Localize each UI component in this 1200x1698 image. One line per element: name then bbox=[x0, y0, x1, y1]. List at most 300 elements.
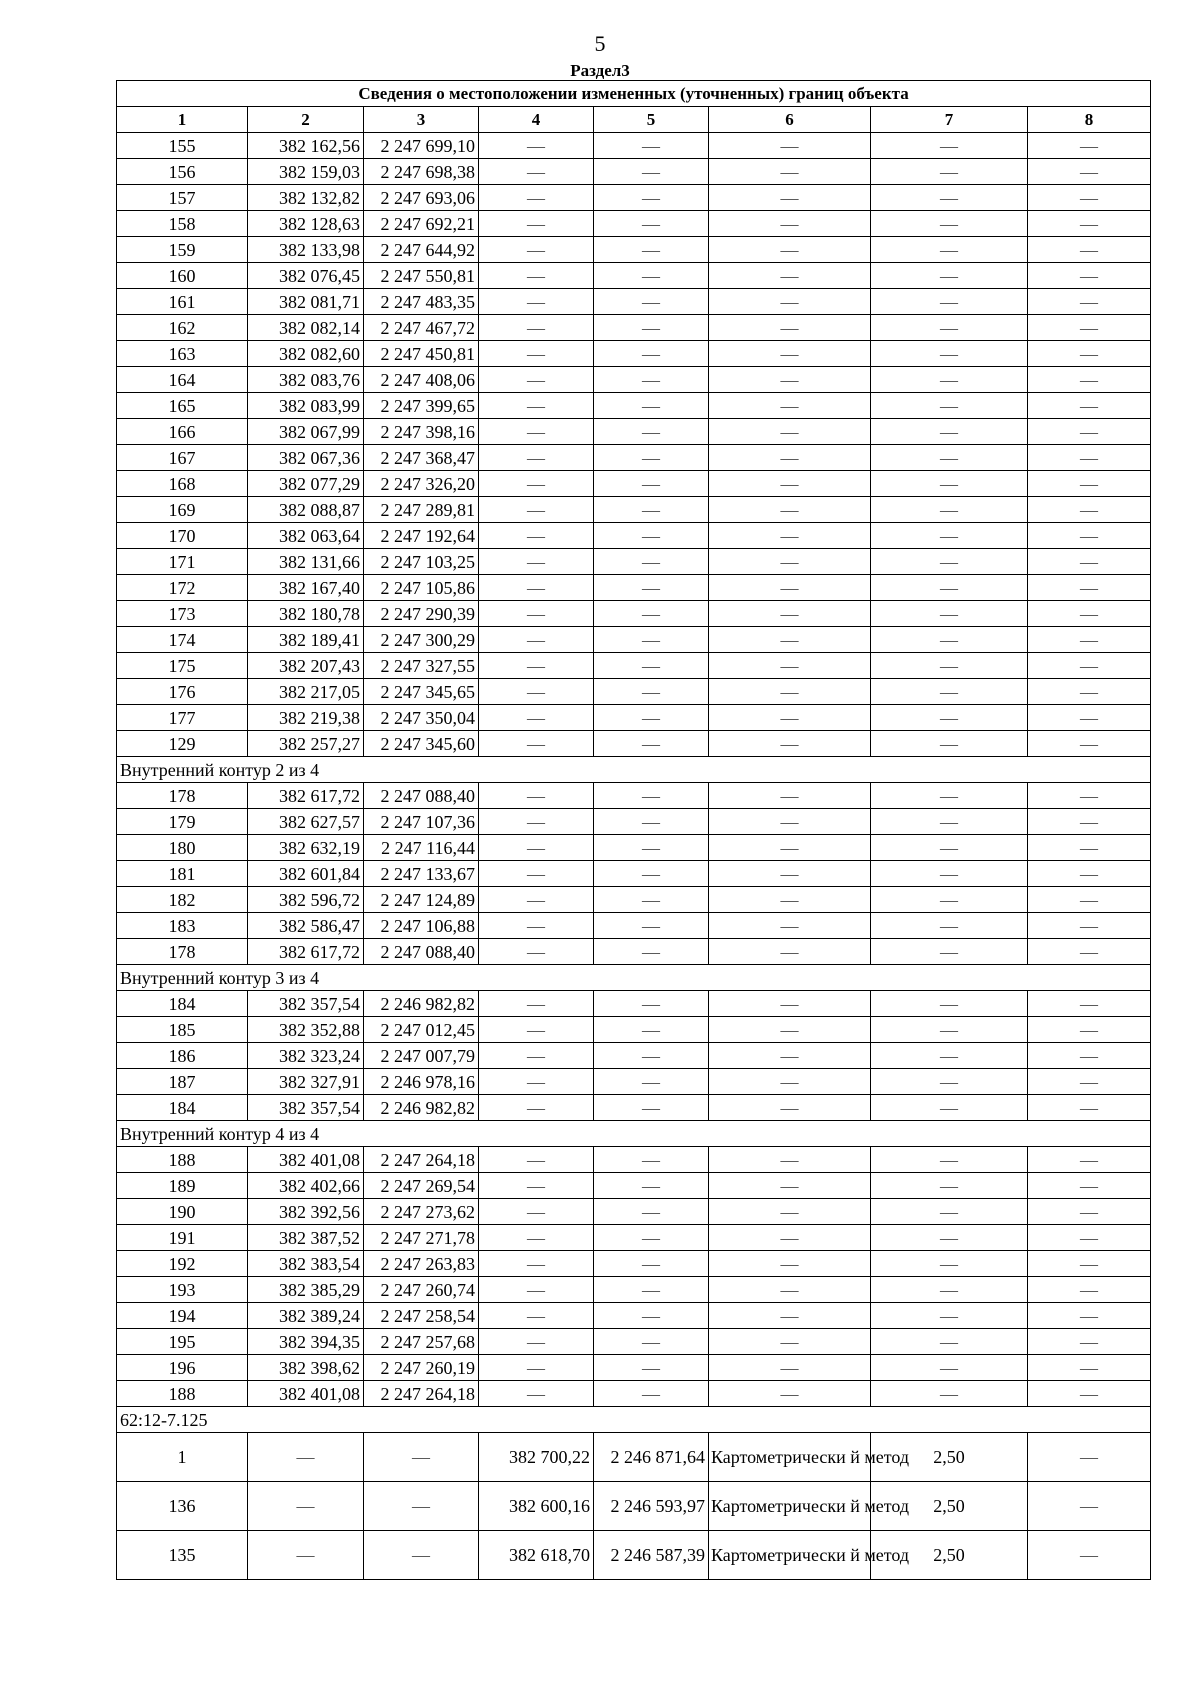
empty-dash-cell: — bbox=[594, 445, 709, 471]
table-row bbox=[117, 939, 1151, 965]
empty-dash-cell: — bbox=[479, 1095, 594, 1121]
point-number: 168 bbox=[117, 471, 248, 497]
determination-method: Картометрически й метод bbox=[709, 1482, 871, 1531]
empty-dash-cell: — bbox=[709, 419, 871, 445]
empty-dash-cell: — bbox=[1028, 1433, 1151, 1482]
empty-dash-cell: — bbox=[479, 1069, 594, 1095]
empty-dash-cell: — bbox=[709, 731, 871, 757]
y-coordinate: 2 247 263,83 bbox=[364, 1251, 479, 1277]
empty-dash-cell: — bbox=[1028, 133, 1151, 159]
y-coordinate: 2 247 692,21 bbox=[364, 211, 479, 237]
point-number: 193 bbox=[117, 1277, 248, 1303]
x-coordinate: 382 128,63 bbox=[248, 211, 364, 237]
empty-dash-cell: — bbox=[594, 939, 709, 965]
empty-dash-cell: — bbox=[1028, 497, 1151, 523]
empty-dash-cell: — bbox=[709, 393, 871, 419]
empty-dash-cell: — bbox=[594, 1069, 709, 1095]
y-coordinate: 2 247 260,74 bbox=[364, 1277, 479, 1303]
empty-dash-cell: — bbox=[594, 653, 709, 679]
point-number: 135 bbox=[117, 1531, 248, 1580]
empty-dash-cell: — bbox=[594, 1381, 709, 1407]
table-row bbox=[117, 419, 1151, 445]
empty-dash-cell: — bbox=[871, 1173, 1028, 1199]
x-coordinate: 382 632,19 bbox=[248, 835, 364, 861]
empty-dash-cell: — bbox=[871, 1147, 1028, 1173]
empty-dash-cell: — bbox=[871, 133, 1028, 159]
x-coordinate: 382 067,36 bbox=[248, 445, 364, 471]
empty-dash-cell: — bbox=[1028, 393, 1151, 419]
x-coordinate: 382 082,14 bbox=[248, 315, 364, 341]
empty-dash-cell: — bbox=[1028, 991, 1151, 1017]
contour-label-row bbox=[117, 1121, 1151, 1147]
table-row bbox=[117, 887, 1151, 913]
empty-dash-cell: — bbox=[709, 887, 871, 913]
empty-dash-cell: — bbox=[871, 575, 1028, 601]
empty-dash-cell: — bbox=[594, 913, 709, 939]
table-row bbox=[117, 1173, 1151, 1199]
empty-dash-cell: — bbox=[1028, 1069, 1151, 1095]
point-number: 178 bbox=[117, 939, 248, 965]
table-row bbox=[117, 133, 1151, 159]
empty-dash-cell: — bbox=[709, 185, 871, 211]
table-row bbox=[117, 185, 1151, 211]
section-title: Раздел3 bbox=[570, 61, 630, 80]
empty-dash-cell: — bbox=[594, 341, 709, 367]
point-number: 161 bbox=[117, 289, 248, 315]
column-header: 4 bbox=[479, 107, 594, 133]
contour-label: Внутренний контур 3 из 4 bbox=[117, 965, 1151, 991]
empty-dash-cell: — bbox=[594, 731, 709, 757]
table-caption: Сведения о местоположении измененных (уточненных) границ объекта bbox=[117, 81, 1151, 107]
empty-dash-cell: — bbox=[479, 1355, 594, 1381]
empty-dash-cell: — bbox=[1028, 1043, 1151, 1069]
empty-dash-cell: — bbox=[871, 1381, 1028, 1407]
empty-dash-cell: — bbox=[594, 1329, 709, 1355]
table-row bbox=[117, 367, 1151, 393]
empty-dash-cell: — bbox=[594, 1147, 709, 1173]
empty-dash-cell: — bbox=[871, 471, 1028, 497]
empty-dash-cell: — bbox=[709, 913, 871, 939]
empty-dash-cell: — bbox=[1028, 705, 1151, 731]
empty-dash-cell: — bbox=[1028, 185, 1151, 211]
empty-dash-cell: — bbox=[709, 575, 871, 601]
x-coordinate: 382 081,71 bbox=[248, 289, 364, 315]
y-coordinate: 2 247 345,60 bbox=[364, 731, 479, 757]
table-row bbox=[117, 575, 1151, 601]
empty-dash-cell: — bbox=[1028, 211, 1151, 237]
y-coordinate: 2 247 106,88 bbox=[364, 913, 479, 939]
contour-label-row bbox=[117, 757, 1151, 783]
empty-dash-cell: — bbox=[1028, 549, 1151, 575]
empty-dash-cell: — bbox=[1028, 445, 1151, 471]
empty-dash-cell: — bbox=[871, 1043, 1028, 1069]
y-coordinate: 2 246 978,16 bbox=[364, 1069, 479, 1095]
empty-dash-cell: — bbox=[594, 289, 709, 315]
empty-dash-cell: — bbox=[479, 1173, 594, 1199]
x-coordinate: 382 083,99 bbox=[248, 393, 364, 419]
empty-dash-cell: — bbox=[594, 887, 709, 913]
empty-dash-cell: — bbox=[479, 887, 594, 913]
table-row bbox=[117, 1251, 1151, 1277]
table-row bbox=[117, 1199, 1151, 1225]
empty-dash-cell: — bbox=[594, 1199, 709, 1225]
point-number: 172 bbox=[117, 575, 248, 601]
empty-dash-cell: — bbox=[709, 1069, 871, 1095]
y-coordinate: 2 247 107,36 bbox=[364, 809, 479, 835]
x-coordinate: 382 067,99 bbox=[248, 419, 364, 445]
empty-dash-cell: — bbox=[871, 705, 1028, 731]
y-coordinate: 2 247 258,54 bbox=[364, 1303, 479, 1329]
x-coordinate: 382 323,24 bbox=[248, 1043, 364, 1069]
contour-label: Внутренний контур 2 из 4 bbox=[117, 757, 1151, 783]
empty-dash-cell: — bbox=[1028, 1303, 1151, 1329]
empty-dash-cell: — bbox=[594, 419, 709, 445]
point-number: 171 bbox=[117, 549, 248, 575]
table-row bbox=[117, 471, 1151, 497]
y-coordinate: 2 246 593,97 bbox=[594, 1482, 709, 1531]
x-coordinate: 382 402,66 bbox=[248, 1173, 364, 1199]
empty-dash-cell: — bbox=[479, 627, 594, 653]
empty-dash-cell: — bbox=[248, 1433, 364, 1482]
table-row bbox=[117, 393, 1151, 419]
empty-dash-cell: — bbox=[871, 991, 1028, 1017]
empty-dash-cell: — bbox=[709, 263, 871, 289]
y-coordinate: 2 247 269,54 bbox=[364, 1173, 479, 1199]
point-number: 182 bbox=[117, 887, 248, 913]
point-number: 167 bbox=[117, 445, 248, 471]
empty-dash-cell: — bbox=[479, 835, 594, 861]
y-coordinate: 2 247 408,06 bbox=[364, 367, 479, 393]
y-coordinate: 2 246 982,82 bbox=[364, 1095, 479, 1121]
y-coordinate: 2 247 088,40 bbox=[364, 939, 479, 965]
contour-label: Внутренний контур 4 из 4 bbox=[117, 1121, 1151, 1147]
empty-dash-cell: — bbox=[1028, 1482, 1151, 1531]
empty-dash-cell: — bbox=[1028, 1173, 1151, 1199]
accuracy-value: 2,50 bbox=[871, 1531, 1028, 1580]
empty-dash-cell: — bbox=[871, 1329, 1028, 1355]
y-coordinate: 2 246 982,82 bbox=[364, 991, 479, 1017]
empty-dash-cell: — bbox=[871, 523, 1028, 549]
x-coordinate: 382 327,91 bbox=[248, 1069, 364, 1095]
empty-dash-cell: — bbox=[479, 419, 594, 445]
table-row bbox=[117, 211, 1151, 237]
table-row bbox=[117, 445, 1151, 471]
point-number: 183 bbox=[117, 913, 248, 939]
empty-dash-cell: — bbox=[1028, 809, 1151, 835]
empty-dash-cell: — bbox=[871, 913, 1028, 939]
column-header: 3 bbox=[364, 107, 479, 133]
table-row bbox=[117, 1381, 1151, 1407]
empty-dash-cell: — bbox=[479, 133, 594, 159]
empty-dash-cell: — bbox=[594, 809, 709, 835]
x-coordinate: 382 357,54 bbox=[248, 1095, 364, 1121]
empty-dash-cell: — bbox=[479, 523, 594, 549]
table-row bbox=[117, 263, 1151, 289]
empty-dash-cell: — bbox=[709, 289, 871, 315]
empty-dash-cell: — bbox=[709, 601, 871, 627]
empty-dash-cell: — bbox=[871, 549, 1028, 575]
y-coordinate: 2 247 350,04 bbox=[364, 705, 479, 731]
empty-dash-cell: — bbox=[479, 939, 594, 965]
empty-dash-cell: — bbox=[1028, 835, 1151, 861]
x-coordinate: 382 383,54 bbox=[248, 1251, 364, 1277]
empty-dash-cell: — bbox=[1028, 289, 1151, 315]
empty-dash-cell: — bbox=[364, 1531, 479, 1580]
empty-dash-cell: — bbox=[479, 211, 594, 237]
empty-dash-cell: — bbox=[1028, 471, 1151, 497]
empty-dash-cell: — bbox=[871, 939, 1028, 965]
column-header: 7 bbox=[871, 107, 1028, 133]
empty-dash-cell: — bbox=[871, 445, 1028, 471]
point-number: 181 bbox=[117, 861, 248, 887]
x-coordinate: 382 618,70 bbox=[479, 1531, 594, 1580]
empty-dash-cell: — bbox=[709, 653, 871, 679]
y-coordinate: 2 247 698,38 bbox=[364, 159, 479, 185]
empty-dash-cell: — bbox=[871, 289, 1028, 315]
empty-dash-cell: — bbox=[871, 1277, 1028, 1303]
empty-dash-cell: — bbox=[1028, 315, 1151, 341]
empty-dash-cell: — bbox=[594, 185, 709, 211]
empty-dash-cell: — bbox=[594, 1277, 709, 1303]
point-number: 190 bbox=[117, 1199, 248, 1225]
x-coordinate: 382 131,66 bbox=[248, 549, 364, 575]
y-coordinate: 2 247 327,55 bbox=[364, 653, 479, 679]
empty-dash-cell: — bbox=[479, 471, 594, 497]
x-coordinate: 382 162,56 bbox=[248, 133, 364, 159]
table-row bbox=[117, 1329, 1151, 1355]
table-row bbox=[117, 341, 1151, 367]
empty-dash-cell: — bbox=[871, 679, 1028, 705]
empty-dash-cell: — bbox=[1028, 1017, 1151, 1043]
empty-dash-cell: — bbox=[594, 991, 709, 1017]
empty-dash-cell: — bbox=[709, 1147, 871, 1173]
point-number: 180 bbox=[117, 835, 248, 861]
x-coordinate: 382 132,82 bbox=[248, 185, 364, 211]
empty-dash-cell: — bbox=[1028, 367, 1151, 393]
empty-dash-cell: — bbox=[594, 575, 709, 601]
empty-dash-cell: — bbox=[709, 679, 871, 705]
y-coordinate: 2 247 192,64 bbox=[364, 523, 479, 549]
empty-dash-cell: — bbox=[479, 809, 594, 835]
empty-dash-cell: — bbox=[1028, 887, 1151, 913]
empty-dash-cell: — bbox=[709, 835, 871, 861]
empty-dash-cell: — bbox=[871, 497, 1028, 523]
empty-dash-cell: — bbox=[479, 1199, 594, 1225]
empty-dash-cell: — bbox=[479, 1251, 594, 1277]
empty-dash-cell: — bbox=[1028, 523, 1151, 549]
empty-dash-cell: — bbox=[871, 601, 1028, 627]
empty-dash-cell: — bbox=[1028, 1147, 1151, 1173]
empty-dash-cell: — bbox=[479, 575, 594, 601]
page-number: 5 bbox=[594, 31, 606, 56]
x-coordinate: 382 189,41 bbox=[248, 627, 364, 653]
empty-dash-cell: — bbox=[479, 1303, 594, 1329]
table-row bbox=[117, 1095, 1151, 1121]
empty-dash-cell: — bbox=[709, 627, 871, 653]
empty-dash-cell: — bbox=[709, 159, 871, 185]
empty-dash-cell: — bbox=[709, 341, 871, 367]
point-number: 129 bbox=[117, 731, 248, 757]
column-header-row bbox=[117, 107, 1151, 133]
empty-dash-cell: — bbox=[1028, 1381, 1151, 1407]
empty-dash-cell: — bbox=[479, 289, 594, 315]
point-number: 164 bbox=[117, 367, 248, 393]
point-number: 188 bbox=[117, 1381, 248, 1407]
empty-dash-cell: — bbox=[594, 1251, 709, 1277]
empty-dash-cell: — bbox=[248, 1482, 364, 1531]
empty-dash-cell: — bbox=[479, 159, 594, 185]
table-row bbox=[117, 1147, 1151, 1173]
point-number: 165 bbox=[117, 393, 248, 419]
empty-dash-cell: — bbox=[594, 367, 709, 393]
empty-dash-cell: — bbox=[871, 341, 1028, 367]
empty-dash-cell: — bbox=[1028, 1277, 1151, 1303]
y-coordinate: 2 247 007,79 bbox=[364, 1043, 479, 1069]
y-coordinate: 2 247 260,19 bbox=[364, 1355, 479, 1381]
parcel-label-row bbox=[117, 1407, 1151, 1433]
point-number: 136 bbox=[117, 1482, 248, 1531]
empty-dash-cell: — bbox=[871, 627, 1028, 653]
point-number: 157 bbox=[117, 185, 248, 211]
empty-dash-cell: — bbox=[594, 1173, 709, 1199]
empty-dash-cell: — bbox=[709, 445, 871, 471]
table-row bbox=[117, 861, 1151, 887]
empty-dash-cell: — bbox=[709, 523, 871, 549]
empty-dash-cell: — bbox=[479, 705, 594, 731]
empty-dash-cell: — bbox=[871, 861, 1028, 887]
table-row bbox=[117, 731, 1151, 757]
empty-dash-cell: — bbox=[594, 471, 709, 497]
point-number: 158 bbox=[117, 211, 248, 237]
y-coordinate: 2 247 124,89 bbox=[364, 887, 479, 913]
table-row bbox=[117, 783, 1151, 809]
empty-dash-cell: — bbox=[479, 445, 594, 471]
empty-dash-cell: — bbox=[709, 991, 871, 1017]
empty-dash-cell: — bbox=[479, 393, 594, 419]
empty-dash-cell: — bbox=[709, 1251, 871, 1277]
empty-dash-cell: — bbox=[594, 1017, 709, 1043]
x-coordinate: 382 082,60 bbox=[248, 341, 364, 367]
point-number: 159 bbox=[117, 237, 248, 263]
empty-dash-cell: — bbox=[871, 1303, 1028, 1329]
accuracy-value: 2,50 bbox=[871, 1433, 1028, 1482]
empty-dash-cell: — bbox=[1028, 861, 1151, 887]
empty-dash-cell: — bbox=[479, 341, 594, 367]
empty-dash-cell: — bbox=[479, 1381, 594, 1407]
point-number: 174 bbox=[117, 627, 248, 653]
empty-dash-cell: — bbox=[709, 1225, 871, 1251]
x-coordinate: 382 586,47 bbox=[248, 913, 364, 939]
y-coordinate: 2 247 699,10 bbox=[364, 133, 479, 159]
y-coordinate: 2 247 271,78 bbox=[364, 1225, 479, 1251]
empty-dash-cell: — bbox=[871, 1069, 1028, 1095]
y-coordinate: 2 247 450,81 bbox=[364, 341, 479, 367]
empty-dash-cell: — bbox=[594, 1355, 709, 1381]
empty-dash-cell: — bbox=[871, 887, 1028, 913]
table-row bbox=[117, 237, 1151, 263]
empty-dash-cell: — bbox=[1028, 237, 1151, 263]
parcel-number: 62:12-7.125 bbox=[117, 1407, 1151, 1433]
x-coordinate: 382 596,72 bbox=[248, 887, 364, 913]
empty-dash-cell: — bbox=[1028, 1095, 1151, 1121]
empty-dash-cell: — bbox=[479, 315, 594, 341]
y-coordinate: 2 247 133,67 bbox=[364, 861, 479, 887]
empty-dash-cell: — bbox=[594, 263, 709, 289]
y-coordinate: 2 247 257,68 bbox=[364, 1329, 479, 1355]
empty-dash-cell: — bbox=[709, 861, 871, 887]
empty-dash-cell: — bbox=[479, 913, 594, 939]
column-header: 5 bbox=[594, 107, 709, 133]
empty-dash-cell: — bbox=[709, 1329, 871, 1355]
x-coordinate: 382 219,38 bbox=[248, 705, 364, 731]
empty-dash-cell: — bbox=[479, 1225, 594, 1251]
empty-dash-cell: — bbox=[594, 523, 709, 549]
point-number: 192 bbox=[117, 1251, 248, 1277]
empty-dash-cell: — bbox=[709, 1095, 871, 1121]
y-coordinate: 2 246 871,64 bbox=[594, 1433, 709, 1482]
empty-dash-cell: — bbox=[871, 1095, 1028, 1121]
point-number: 163 bbox=[117, 341, 248, 367]
y-coordinate: 2 247 300,29 bbox=[364, 627, 479, 653]
contour-label-row bbox=[117, 965, 1151, 991]
empty-dash-cell: — bbox=[709, 939, 871, 965]
point-number: 169 bbox=[117, 497, 248, 523]
empty-dash-cell: — bbox=[871, 185, 1028, 211]
point-number: 173 bbox=[117, 601, 248, 627]
table-row bbox=[117, 1043, 1151, 1069]
empty-dash-cell: — bbox=[871, 393, 1028, 419]
x-coordinate: 382 401,08 bbox=[248, 1381, 364, 1407]
empty-dash-cell: — bbox=[594, 211, 709, 237]
empty-dash-cell: — bbox=[871, 315, 1028, 341]
empty-dash-cell: — bbox=[1028, 653, 1151, 679]
x-coordinate: 382 180,78 bbox=[248, 601, 364, 627]
x-coordinate: 382 063,64 bbox=[248, 523, 364, 549]
empty-dash-cell: — bbox=[709, 549, 871, 575]
table-row bbox=[117, 913, 1151, 939]
empty-dash-cell: — bbox=[594, 237, 709, 263]
point-number: 184 bbox=[117, 991, 248, 1017]
point-number: 186 bbox=[117, 1043, 248, 1069]
table-row bbox=[117, 705, 1151, 731]
table-row bbox=[117, 1225, 1151, 1251]
empty-dash-cell: — bbox=[594, 679, 709, 705]
determination-method: Картометрически й метод bbox=[709, 1531, 871, 1580]
empty-dash-cell: — bbox=[1028, 341, 1151, 367]
empty-dash-cell: — bbox=[1028, 419, 1151, 445]
x-coordinate: 382 217,05 bbox=[248, 679, 364, 705]
x-coordinate: 382 394,35 bbox=[248, 1329, 364, 1355]
empty-dash-cell: — bbox=[1028, 1355, 1151, 1381]
empty-dash-cell: — bbox=[1028, 679, 1151, 705]
y-coordinate: 2 247 264,18 bbox=[364, 1147, 479, 1173]
table-row bbox=[117, 1355, 1151, 1381]
x-coordinate: 382 357,54 bbox=[248, 991, 364, 1017]
y-coordinate: 2 247 264,18 bbox=[364, 1381, 479, 1407]
empty-dash-cell: — bbox=[479, 861, 594, 887]
x-coordinate: 382 627,57 bbox=[248, 809, 364, 835]
y-coordinate: 2 247 368,47 bbox=[364, 445, 479, 471]
empty-dash-cell: — bbox=[1028, 939, 1151, 965]
empty-dash-cell: — bbox=[1028, 159, 1151, 185]
x-coordinate: 382 077,29 bbox=[248, 471, 364, 497]
y-coordinate: 2 247 345,65 bbox=[364, 679, 479, 705]
empty-dash-cell: — bbox=[364, 1482, 479, 1531]
column-header: 8 bbox=[1028, 107, 1151, 133]
empty-dash-cell: — bbox=[594, 1095, 709, 1121]
empty-dash-cell: — bbox=[1028, 1531, 1151, 1580]
empty-dash-cell: — bbox=[594, 861, 709, 887]
